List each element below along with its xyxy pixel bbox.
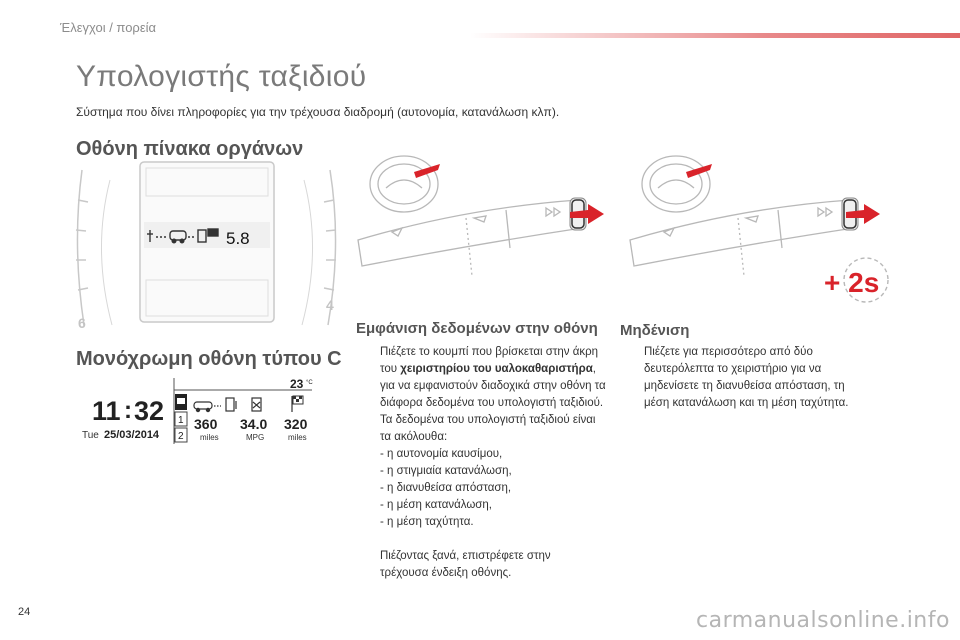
hold-duration-label: + 2s: [824, 267, 880, 298]
outside-temperature: 23: [290, 377, 304, 391]
instrument-panel-illustration: [72, 160, 342, 330]
trip-computer-display: [144, 222, 270, 248]
list-item: - η μέση ταχύτητα.: [380, 516, 474, 528]
section-breadcrumb: Έλεγχοι / πορεία: [60, 20, 157, 35]
unit-distance: miles: [288, 433, 307, 442]
date-day: Tue: [82, 430, 99, 441]
date-value: 25/03/2014: [104, 429, 160, 441]
list-item: - η αυτονομία καυσίμου,: [380, 448, 503, 460]
clock-minutes: 32: [134, 396, 165, 426]
header-accent-bar: [470, 33, 960, 38]
gauge-number-left: 6: [78, 315, 86, 330]
unit-consumption: MPG: [246, 433, 265, 442]
page-intro: Σύστημα που δίνει πληροφορίες για την τρέχουσα διαδρομή (αυτονομία, κατανάλωση κλπ).: [76, 105, 560, 119]
instruction-paragraph-1: Πιέζετε το κουμπί που βρίσκεται στην άκρη: [380, 346, 599, 358]
mono-display-illustration: [76, 374, 336, 454]
display-data-instructions: Πιέζετε το κουμπί που βρίσκεται στην άκρη του χειριστηρίου του υαλοκαθαριστήρα, για να εμφανιστούν διαδοχικά στην οθόνη τα διάφορα δεδομένα του υπολογιστή ταξιδιού. Τα δεδομένα του υπολογιστή ταξιδιού είναι τα ακόλουθα: - η αυτονομία καυσίμου, - η στιγμιαία κατανάλωση, - η διανυθείσα απόσταση, - η μέση κατανάλωση, - η μέση ταχύτητα. Πιέζοντας ξανά, επιστρέφετε στην τρέχουσα ένδειξη οθόνης.: [358, 344, 628, 582]
watermark: carmanualsonline.info: [696, 608, 950, 633]
wiper-stalk-term: χειριστηρίου του υαλοκαθαριστήρα: [400, 363, 593, 375]
consumption-icon: [252, 398, 261, 411]
reset-instructions: Πιέζετε για περισσότερο από δύο δευτερόλεπτα το χειριστήριο για να μηδενίσετε τη διανυθείσα απόσταση, τη μέση κατανάλωση και τη μέση ταχύτητα.: [644, 346, 849, 409]
hold-timer-badge: [824, 258, 888, 302]
chequered-flag-icon: [292, 396, 303, 412]
heading-display-data: Εμφάνιση δεδομένων στην οθόνη: [356, 320, 598, 337]
list-item: - η μέση κατανάλωση,: [380, 499, 492, 511]
value-consumption: 34.0: [240, 416, 268, 432]
page-title: Υπολογιστής ταξιδιού: [76, 60, 367, 93]
heading-mono-display: Μονόχρωμη οθόνη τύπου C: [76, 348, 342, 370]
trip-tab-1: [175, 412, 187, 426]
heading-instrument-panel: Οθόνη πίνακα οργάνων: [76, 138, 304, 160]
list-item: - η διανυθείσα απόσταση,: [380, 482, 512, 494]
trip-tab-2: [175, 428, 187, 442]
svg-text:2: 2: [178, 431, 184, 442]
trip-tab-car: [175, 394, 187, 410]
instruction-paragraph-3: Πιέζοντας ξανά, επιστρέφετε στην: [380, 550, 551, 562]
svg-text:1: 1: [178, 415, 184, 426]
range-car-icon: [194, 402, 221, 412]
clock-hours: 11: [92, 396, 121, 426]
unit-range: miles: [200, 433, 219, 442]
value-distance: 320: [284, 416, 308, 432]
value-range: 360: [194, 416, 218, 432]
list-item: - η στιγμιαία κατανάλωση,: [380, 465, 512, 477]
display-value: 5.8: [226, 229, 250, 248]
clock-separator: :: [124, 397, 132, 424]
gauge-number-right: 4: [326, 297, 334, 313]
wiper-stalk-illustration-press: [356, 148, 606, 308]
fuel-pump-icon: [226, 398, 236, 411]
temperature-unit: °C: [306, 380, 313, 386]
wiper-stalk-illustration-hold: [618, 148, 898, 308]
page-number: 24: [18, 606, 31, 618]
heading-reset: Μηδένιση: [620, 322, 690, 339]
